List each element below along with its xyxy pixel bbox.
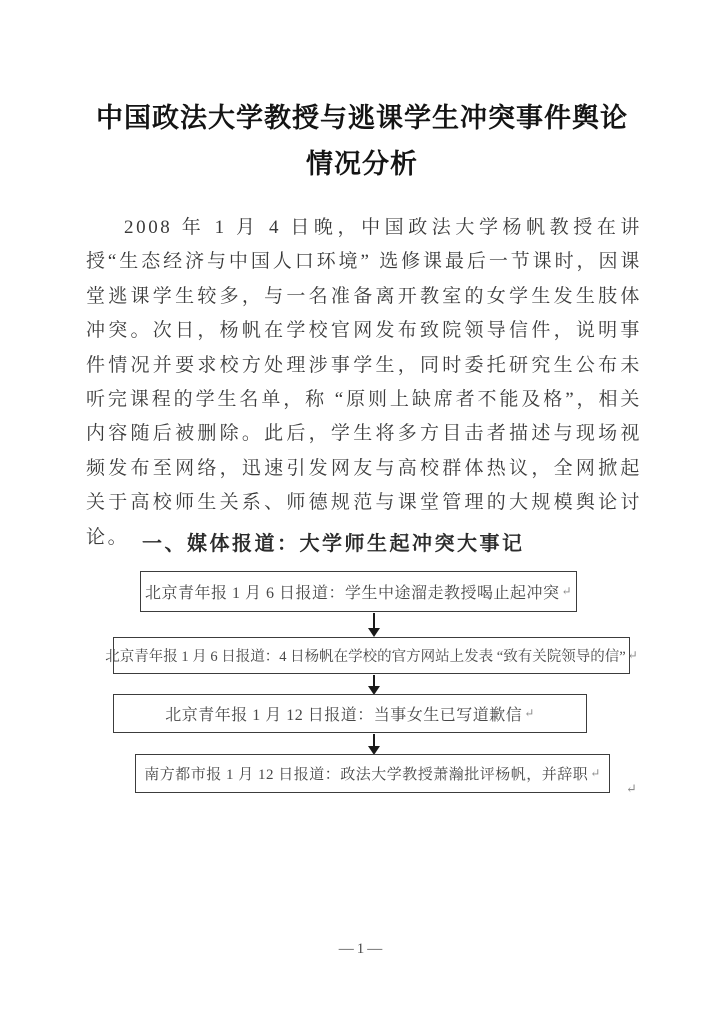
flowchart-box-1-label: 北京青年报 1 月 6 日报道：学生中途溜走教授喝止起冲突 — [144, 585, 560, 602]
arrow-head-icon — [368, 628, 380, 637]
arrow-stem — [373, 734, 375, 746]
down-arrow-connector-1 — [368, 613, 380, 637]
flowchart-box-2-label: 北京青年报 1 月 6 日报道：4 日杨帆在学校的官方网站上发表 “致有关院领导的信” — [105, 649, 626, 665]
flowchart-box-3-label: 北京青年报 1 月 12 日报道：当事女生已写道歉信 — [165, 707, 523, 724]
arrow-stem — [373, 675, 375, 686]
page-title-line-2: 情况分析 — [306, 149, 418, 179]
page-title — [0, 95, 724, 187]
flowchart-box-4-label: 南方都市报 1 月 12 日报道：政法大学教授萧瀚批评杨帆，并辞职 — [144, 767, 589, 783]
flowchart-box-1 — [140, 571, 577, 612]
paragraph-return-icon: ↵ — [626, 781, 637, 796]
paragraph-return-icon: ↵ — [627, 648, 638, 662]
page-title-line-1: 中国政法大学教授与逃课学生冲突事件舆论 — [96, 103, 628, 133]
paragraph-return-icon: ↵ — [561, 584, 573, 598]
page-number: —1— — [338, 941, 386, 957]
paragraph-return-icon: ↵ — [590, 766, 601, 780]
section-heading: 一、媒体报道：大学师生起冲突大事记 — [142, 533, 525, 555]
flowchart-box-3 — [113, 694, 587, 733]
down-arrow-connector-3 — [368, 734, 380, 755]
intro-paragraph: 2008 年 1 月 4 日晚，中国政法大学杨帆教授在讲授“生态经济与中国人口环境” 选修课最后一节课时，因课堂逃课学生较多，与一名准备离开教室的女学生发生肢体冲突。次日，杨帆在学校官网发布致院领导信件，说明事件情况并要求校方处理涉事学生，同时委托研究生公布未听完课程的学生名单，称 “原则上缺席者不能及格”，相关内容随后被删除。此后，学生将多方目击者描述与现场视频发布至网络，迅速引发网友与高校群体热议，全网掀起关于高校师生关系、师德规范与课堂管理的大规模舆论讨论。 — [86, 217, 642, 548]
flowchart-box-4 — [135, 754, 610, 793]
arrow-stem — [373, 613, 375, 628]
flowchart-box-2 — [105, 637, 638, 674]
paragraph-return-icon: ↵ — [524, 706, 535, 720]
down-arrow-connector-2 — [368, 675, 380, 695]
